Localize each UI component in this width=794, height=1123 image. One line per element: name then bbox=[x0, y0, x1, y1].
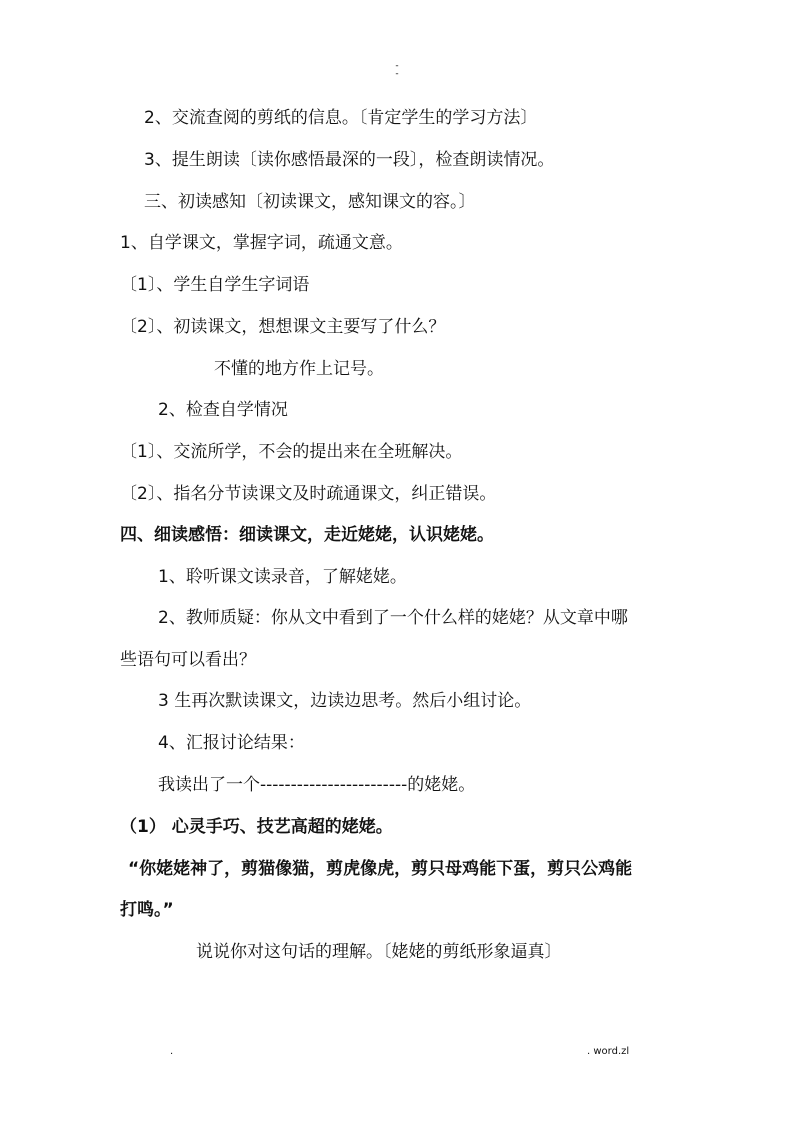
text-line-1: 2、交流查阅的剪纸的信息。〔肯定学生的学习方法〕 bbox=[144, 108, 538, 128]
quote-line-19: “你姥姥神了，剪猫像猫，剪虎像虎，剪只母鸡能下蛋，剪只公鸡能 bbox=[128, 859, 633, 879]
section-heading-3: 三、初读感知〔初读课文，感知课文的容。〕 bbox=[144, 192, 476, 212]
footer-left-mark: . bbox=[170, 1046, 174, 1057]
header-marks: - - bbox=[395, 61, 399, 79]
text-line-16: 4、汇报讨论结果： bbox=[158, 733, 305, 753]
sub-heading-18: （1） 心灵手巧、技艺高超的姥姥。 bbox=[120, 817, 393, 837]
text-line-17: 我读出了一个------------------------的姥姥。 bbox=[158, 775, 476, 795]
footer-right-text: . word.zl bbox=[587, 1046, 630, 1057]
text-line-5: 〔1〕、学生自学生字词语 bbox=[120, 275, 310, 295]
text-line-13: 2、教师质疑：你从文中看到了一个什么样的姥姥？从文章中哪 bbox=[158, 608, 628, 628]
text-line-2: 3、提生朗读〔读你感悟最深的一段〕，检查朗读情况。 bbox=[144, 150, 555, 170]
text-line-10: 〔2〕、指名分节读课文及时疏通课文，纠正错误。 bbox=[120, 484, 497, 504]
section-heading-11: 四、细读感悟：细读课文，走近姥姥，认识姥姥。 bbox=[120, 525, 494, 545]
text-line-9: 〔1〕、交流所学，不会的提出来在全班解决。 bbox=[120, 442, 463, 462]
text-line-21: 说说你对这句话的理解。〔姥姥的剪纸形象逼真〕 bbox=[196, 942, 562, 962]
text-line-12: 1、聆听课文读录音，了解姥姥。 bbox=[158, 567, 407, 587]
text-line-14: 些语句可以看出？ bbox=[120, 650, 256, 670]
quote-line-20: 打鸣。” bbox=[120, 900, 174, 920]
text-line-6: 〔2〕、初读课文，想想课文主要写了什么？ bbox=[120, 317, 446, 337]
text-line-7: 不懂的地方作上记号。 bbox=[214, 359, 384, 379]
text-line-8: 2、检查自学情况 bbox=[158, 400, 288, 420]
text-line-4: 1、自学课文，掌握字词，疏通文意。 bbox=[120, 233, 403, 253]
text-line-15: 3 生再次默读课文，边读边思考。然后小组讨论。 bbox=[158, 691, 532, 711]
